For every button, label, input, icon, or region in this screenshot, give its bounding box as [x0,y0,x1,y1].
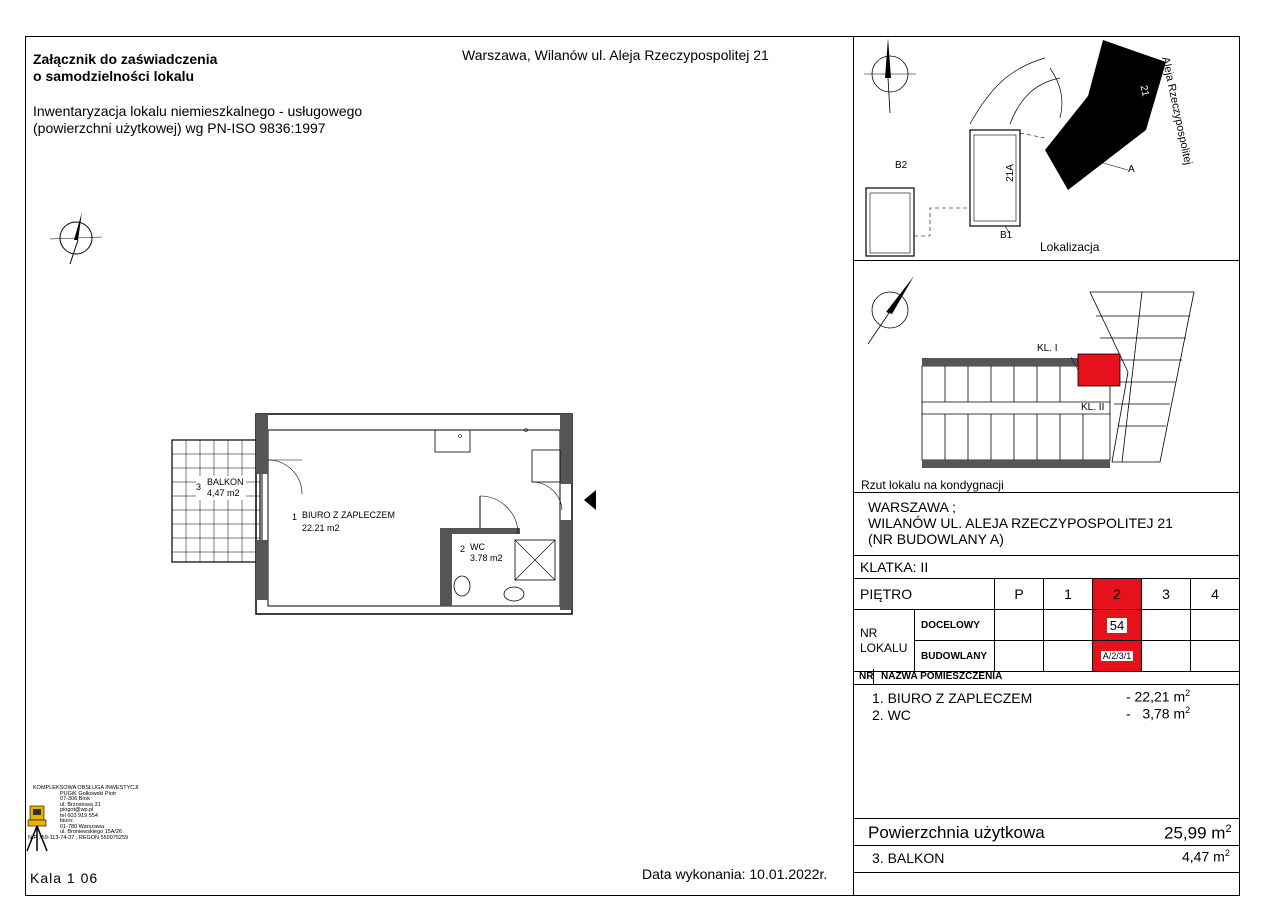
location-label-b1: B1 [1000,230,1013,241]
docelowy-value [1093,610,1142,641]
info-street: WILANÓW UL. ALEJA RZECZYPOSPOLITEJ 21 [868,515,1173,531]
info-building: (NR BUDOWLANY A) [868,531,1004,547]
sheet-divider [853,36,854,896]
divider-totals [853,818,1240,819]
room-list-area-2-value: - 3,78 m [1126,705,1186,722]
doc-title-line1: Załącznik do zaświadczenia [33,51,218,67]
info-klatka: KLATKA: II [860,559,929,575]
room-balkon-number: 3 [196,482,202,492]
usable-area-value-text: 25,99 m [1164,823,1226,843]
doc-subtitle-line2: (powierzchni użytkowej) wg PN-ISO 9836:1997 [33,120,326,136]
room-list-area-1-sup: 2 [1185,688,1191,698]
nr-lokalu-label [854,610,915,672]
company-line9: ul. Broniewskiego 15A/26 [60,829,123,835]
room-balkon-name: BALKON [207,477,244,487]
docelowy-value-text: 54 [1107,618,1127,633]
company-line2: PUGiK Gołkowski Piotr [60,790,117,797]
company-line8: 01-780 Warszawa [60,823,105,830]
company-line4: ul. Brzostowa 31 [60,801,101,808]
doc-address: Warszawa, Wilanów ul. Aleja Rzeczypospolitej 21 [462,47,769,63]
floor-caption: Rzut lokalu na kondygnacji [861,478,1004,492]
divider-info [853,555,1240,556]
company-stamp [28,785,139,841]
unit-table [853,578,1240,672]
room-list-item-2: 2. WC [872,707,911,723]
room-balkon-area: 4,47 m2 [207,488,240,498]
docelowy-label: DOCELOWY [915,610,995,641]
floor-label-kl2: KL. II [1081,402,1105,413]
rooms-header-nr: NR [859,671,874,682]
usable-area-value [1164,824,1232,842]
location-street-label: Aleja Rzeczypospolitej [1159,55,1194,166]
nr-label: NR [860,625,878,640]
floor-p: P [995,579,1044,610]
location-caption: Lokalizacja [1040,240,1100,254]
floor-label-kl1: KL. I [1037,343,1058,354]
divider-location [853,260,1240,261]
pietro-label: PIĘTRO [854,579,995,610]
company-line6: tel 603 919 554 [60,812,98,819]
floor-2: 2 [1093,579,1142,610]
room-wc-number: 2 [460,544,466,554]
company-line7: biuro: [60,818,74,824]
company-line10: NIP 759-113-74-37 ; REGON 550075259 [28,834,129,841]
rooms-header-row [853,669,1240,685]
budowlany-label: BUDOWLANY [915,641,995,672]
room-biuro-name: BIURO Z ZAPLECZEM [302,510,396,520]
room-list-area-2-sup: 2 [1185,705,1191,715]
info-city: WARSZAWA ; [868,499,956,515]
company-line1: KOMPLEKSOWA OBSŁUGA INWESTYCJI [33,785,139,791]
location-label-b2: B2 [895,160,908,171]
room-list-area-2 [1126,706,1190,721]
signature: Kala 1 06 [30,870,99,886]
budowlany-value-text: A/2/3/1 [1102,651,1132,661]
usable-area-label: Powierzchnia użytkowa [868,823,1045,842]
balcony-area-value [1182,849,1230,864]
usable-area-sup: 2 [1225,823,1232,835]
location-label-a: A [1128,164,1135,175]
floor-3: 3 [1142,579,1191,610]
room-list-area-1 [1126,689,1190,704]
room-biuro-number: 1 [292,512,298,522]
north-arrow-icon [50,212,102,264]
company-line5: piogot@wp.pl [60,807,94,813]
floor-key-plan [860,262,1235,484]
lokalu-label: LOKALU [860,640,908,655]
divider-usable [853,845,1240,846]
balcony-area-value-text: 4,47 m [1182,848,1225,865]
doc-subtitle-line1: Inwentaryzacja lokalu niemieszkalnego - usługowego [33,103,363,119]
room-list-item-1: 1. BIURO Z ZAPLECZEM [872,690,1033,706]
balcony-area-sup: 2 [1224,848,1230,858]
budowlany-value [1093,641,1142,672]
location-building-21a: 21A [1004,164,1016,182]
divider-floor [853,492,1240,493]
floor-4: 4 [1191,579,1240,610]
room-biuro-area: 22.21 m2 [302,523,340,533]
location-building-21: 21 [1137,84,1151,98]
rooms-header-name: NAZWA POMIESZCZENIA [881,671,1003,682]
room-wc-name: WC [470,542,485,552]
room-list-area-1-value: - 22,21 m [1126,688,1186,705]
balcony-label: 3. BALKON [872,850,945,866]
room-wc-area: 3.78 m2 [470,553,503,563]
company-line3: 07-306 Brok [60,796,90,802]
divider-balcony [853,872,1240,873]
execution-date: Data wykonania: 10.01.2022r. [642,866,828,882]
doc-title-line2: o samodzielności lokalu [33,68,195,84]
floor-1: 1 [1044,579,1093,610]
